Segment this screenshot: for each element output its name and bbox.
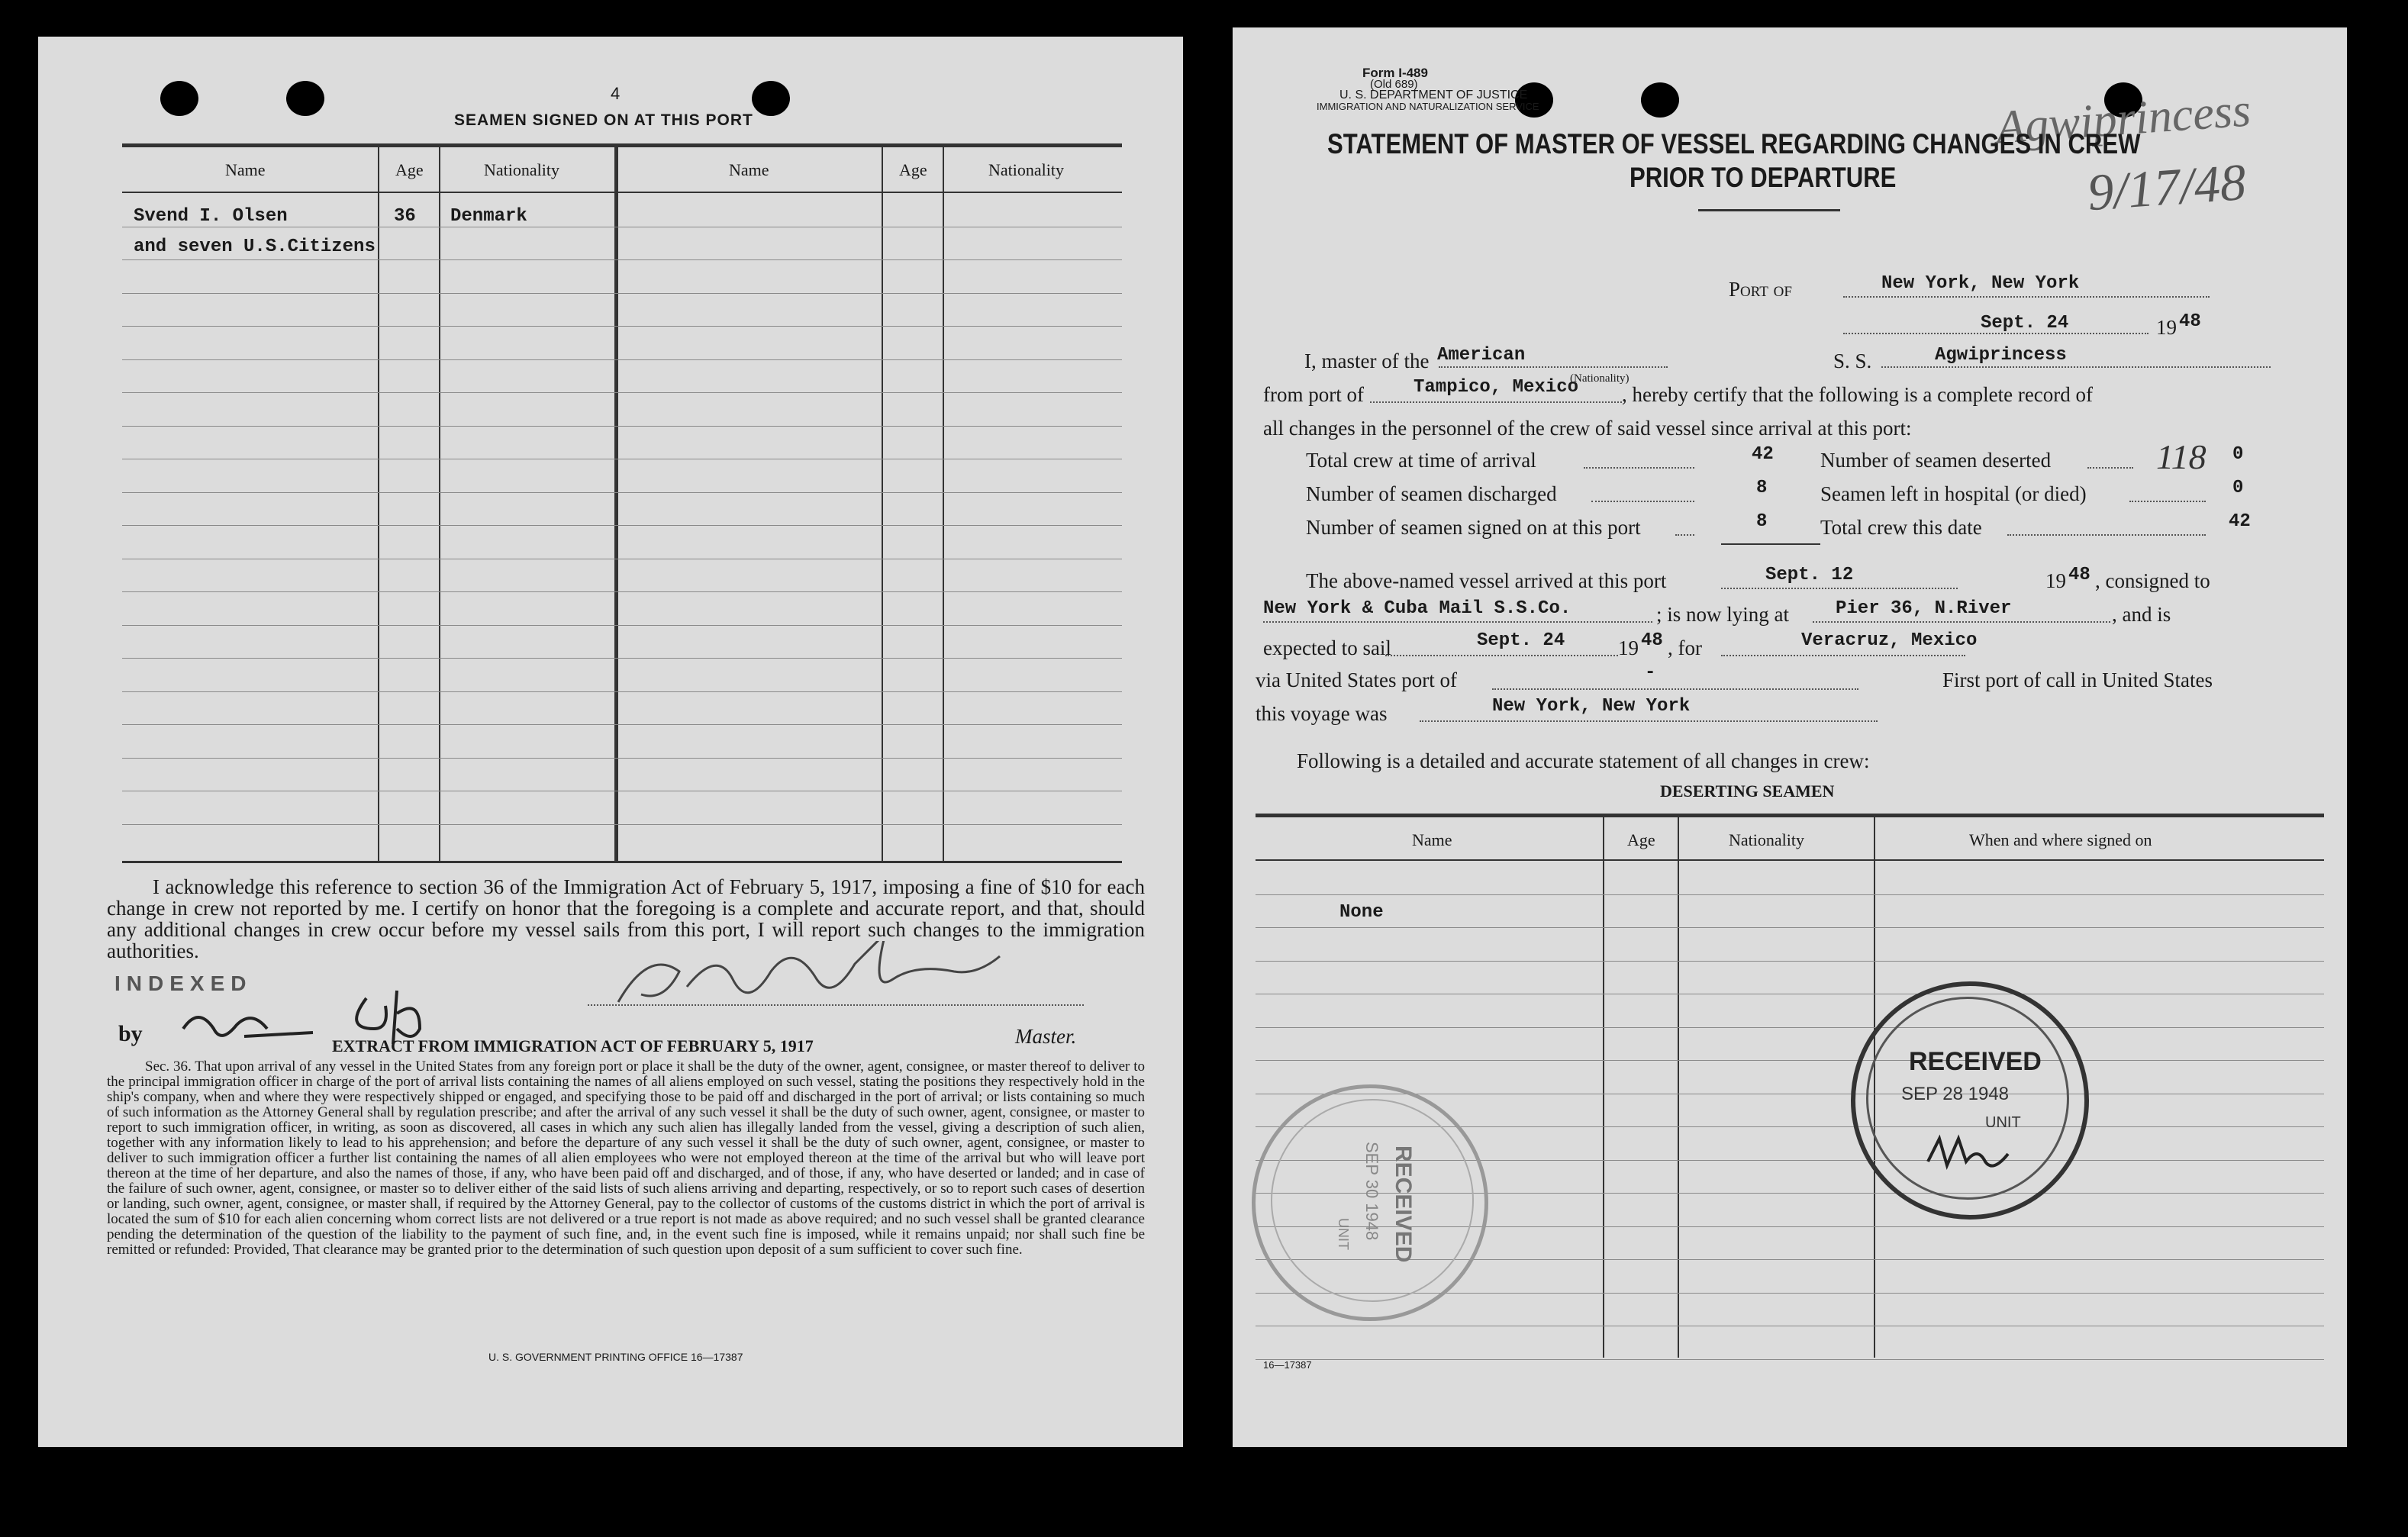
department: U. S. DEPARTMENT OF JUSTICE <box>1339 89 1528 102</box>
stamp-initials <box>1924 1131 2016 1177</box>
port-value: New York, New York <box>1881 273 2080 294</box>
following-text: Following is a detailed and accurate statement of all changes in crew: <box>1297 749 1870 772</box>
leader-dots <box>1591 501 1694 502</box>
col-divider <box>1603 816 1604 1358</box>
arrived-year: 48 <box>2068 565 2090 585</box>
received-stamp <box>1851 981 2089 1220</box>
consigned-label: , consigned to <box>2095 569 2210 592</box>
master-signature <box>595 941 1053 1025</box>
ruled-line <box>122 691 1122 692</box>
vessel-line <box>1881 366 2271 368</box>
ruled-line <box>122 326 1122 327</box>
entry-age: 36 <box>394 206 416 227</box>
signed-on-label: Number of seamen signed on at this port <box>1306 516 1641 539</box>
sail-year-prefix: 19 <box>1618 636 1639 659</box>
leader-dots <box>2007 534 2206 536</box>
pier: Pier 36, N.River <box>1836 598 2012 619</box>
ruled-line <box>122 359 1122 360</box>
col-divider <box>943 146 944 861</box>
destination-line <box>1721 655 1965 656</box>
ruled-line <box>1256 894 2324 895</box>
total-crew-date-label: Total crew this date <box>1820 516 1982 539</box>
nationality-small-label: (Nationality) <box>1570 372 1630 385</box>
first-port-value: New York, New York <box>1492 696 1691 717</box>
leader-dots <box>2129 501 2206 502</box>
and-is-label: , and is <box>2112 603 2171 626</box>
expected-label: expected to sail <box>1263 636 1391 659</box>
arrived-line <box>1721 588 1958 589</box>
desert-col-nationality: Nationality <box>1729 830 1804 849</box>
certify-text: , hereby certify that the following is a complete record of <box>1622 383 2094 406</box>
received-stamp <box>1252 1084 1488 1321</box>
master-signature-line <box>588 1004 1084 1006</box>
date-value: Sept. 24 <box>1981 313 2069 334</box>
leader-dots <box>1584 467 1694 469</box>
consignee: New York & Cuba Mail S.S.Co. <box>1263 598 1571 619</box>
via-label: via United States port of <box>1256 669 1457 691</box>
ruled-line <box>122 525 1122 526</box>
hospital: 0 <box>2232 478 2244 498</box>
date-line <box>1843 333 2149 334</box>
total-crew-arrival-label: Total crew at time of arrival <box>1306 449 1536 472</box>
col-divider <box>882 146 883 861</box>
ruled-line <box>122 259 1122 260</box>
master-label: Master. <box>1015 1025 1077 1048</box>
ruled-line <box>1256 927 2324 928</box>
ruled-line <box>122 724 1122 725</box>
arrived-year-prefix: 19 <box>2045 569 2066 592</box>
col-header-name: Name <box>225 160 266 179</box>
page-number: 4 <box>611 84 621 103</box>
extract-text: Sec. 36. That upon arrival of any vessel in the United States from any foreign port or place it shall be the duty of the owner, agent, consignee, or master thereof to deliver to the principal immigration officer in charge of the port of arrival lists containing the names of all aliens employed on such vessel, stating the positions they respectively hold in the ship's company, when and where they were respectively shipped or engaged, and specifying those to be paid off and discharged in the port of arrival; or lists containing so much of such information as the Attorney General shall by regulation prescribe; and after the arrival of any such vessel it shall be the duty of such owner, agent, consignee, or master to report to such immigration officer, in writing, as soon as discovered, all cases in which any such alien has illegally landed from the vessel, giving a description of such alien, together with any information likely to lead to his apprehension; and before the departure of any such vessel it shall be the duty of such owner, agent, consignee, or master to deliver to such immigration officer a further list containing the names of all alien employees who were not employed thereon at the time of the arrival but who will leave port thereon at the time of her departure, and also the names of those, if any, who have been paid off and discharged, and of those, if any, who have deserted or landed; and in case of the failure of such owner, agent, consignee, or master so to deliver either of the said lists of such aliens arriving and departing, respectively, or so to report such cases of desertion or landing, such owner, agent, consignee, or master shall, if required by the Attorney General, pay to the collector of customs of the customs district in which the port of arrival is located the sum of $10 for each alien concerning whom correct lists are not delivered or a true report is not made as above required; and no such vessel shall be granted clearance pending the determination of the question of the liability to the payment of such fine, and, in the event such fine is imposed, while it remains unpaid; nor shall such fine be remitted or refunded: Provided, That clearance may be granted prior to the determination of such question upon deposit of a sum sufficient to cover such fine. <box>107 1058 1145 1258</box>
ruled-line <box>122 658 1122 659</box>
lying-label: ; is now lying at <box>1656 603 1789 626</box>
col-divider <box>378 146 379 861</box>
punch-hole <box>286 81 324 116</box>
sail-date: Sept. 24 <box>1477 630 1565 651</box>
nationality-value: American <box>1437 345 1526 366</box>
via-value: - <box>1645 662 1656 683</box>
punch-hole <box>752 81 790 116</box>
entry-name: and seven U.S.Citizens <box>134 237 376 257</box>
entry-nationality: Denmark <box>450 206 527 227</box>
arrived-label: The above-named vessel arrived at this port <box>1306 569 1667 592</box>
voyage-label: this voyage was <box>1256 702 1388 725</box>
table-bottom-rule <box>122 861 1122 863</box>
ruled-line <box>122 591 1122 592</box>
section-title: SEAMEN SIGNED ON AT THIS PORT <box>454 111 753 129</box>
leader-dots <box>1675 534 1694 536</box>
col-header-age: Age <box>899 160 927 179</box>
vessel-name: Agwiprincess <box>1935 345 2067 366</box>
ruled-line <box>122 824 1122 825</box>
extract-title: EXTRACT FROM IMMIGRATION ACT OF FEBRUARY 5, 1917 <box>332 1036 814 1055</box>
hospital-label: Seamen left in hospital (or died) <box>1820 482 2087 505</box>
for-label: , for <box>1668 636 1702 659</box>
via-line <box>1492 688 1858 690</box>
arrived-date: Sept. 12 <box>1765 565 1854 585</box>
from-port-label: from port of <box>1263 383 1364 406</box>
first-port-label: First port of call in United States <box>1942 669 2213 691</box>
ruled-line <box>122 392 1122 393</box>
table-header-rule <box>122 192 1122 193</box>
total-crew-arrival: 42 <box>1752 444 1774 465</box>
ruled-line <box>122 293 1122 294</box>
col-header-name: Name <box>729 160 769 179</box>
deserted-note: 118 <box>2156 437 2207 476</box>
stats-rule <box>1721 543 1820 545</box>
punch-hole <box>160 81 198 116</box>
col-header-age: Age <box>395 160 424 179</box>
port-line <box>1843 296 2210 298</box>
from-port-value: Tampico, Mexico <box>1414 377 1579 398</box>
ruled-line <box>1256 1359 2324 1360</box>
acknowledgement-text: I acknowledge this reference to section 36 of the Immigration Act of February 5, 1917, imposing a fine of $10 for each change in crew not reported by me. I certify on honor that the foregoing is a complete and accurate report, and that, should any additional changes in crew occur before my vessel sails from this port, I will report such changes to the immigration authorities. <box>107 875 1145 962</box>
nationality-line <box>1439 366 1668 368</box>
sail-year: 48 <box>1641 630 1663 651</box>
pier-line <box>1813 621 2110 623</box>
ruled-line <box>122 492 1122 493</box>
stamp-received-text: RECEIVED <box>1909 1047 2042 1076</box>
discharged-label: Number of seamen discharged <box>1306 482 1557 505</box>
certify-text-2: all changes in the personnel of the crew of said vessel since arrival at this port: <box>1263 417 1912 440</box>
leader-dots <box>2087 467 2133 469</box>
destination: Veracruz, Mexico <box>1801 630 1978 651</box>
col-header-nationality: Nationality <box>484 160 559 179</box>
handwritten-note: Agwiprincess <box>1994 84 2253 154</box>
desert-table-header-rule <box>1256 859 2324 861</box>
deserted-label: Number of seamen deserted <box>1820 449 2052 472</box>
date-year: 48 <box>2179 311 2201 332</box>
entry-name: Svend I. Olsen <box>134 206 288 227</box>
ruled-line <box>1256 1027 2324 1028</box>
from-port-line <box>1370 401 1622 403</box>
first-port-line <box>1420 720 1878 722</box>
printing-office: U. S. GOVERNMENT PRINTING OFFICE 16—17387 <box>488 1351 743 1363</box>
stamp-unit-text: UNIT <box>1336 1218 1351 1250</box>
desert-col-name: Name <box>1412 830 1452 849</box>
desert-col-signed-on: When and where signed on <box>1969 830 2152 849</box>
total-crew-date: 42 <box>2229 511 2251 532</box>
desert-table-top <box>1256 814 2324 817</box>
col-divider <box>439 146 440 861</box>
stamp-date-text: SEP 28 1948 <box>1901 1084 2010 1104</box>
deserting-title: DESERTING SEAMEN <box>1660 781 1835 801</box>
year-prefix: 19 <box>2156 316 2177 339</box>
col-divider <box>1678 816 1679 1358</box>
left-page <box>38 37 1183 1447</box>
indexed-stamp: INDEXED <box>114 972 253 995</box>
stamp-received-text: RECEIVED <box>1391 1146 1416 1263</box>
deserted: 0 <box>2232 444 2244 465</box>
ruled-line <box>1256 1060 2324 1061</box>
table-top-rule <box>122 143 1122 147</box>
right-page <box>1233 27 2347 1447</box>
service: IMMIGRATION AND NATURALIZATION SERVICE <box>1317 101 1539 112</box>
discharged: 8 <box>1756 478 1768 498</box>
port-label: Port of <box>1729 278 1792 301</box>
desert-col-age: Age <box>1627 830 1655 849</box>
form-number: Form I-489 <box>1362 66 1428 80</box>
ss-label: S. S. <box>1833 350 1872 372</box>
col-divider-center <box>614 146 618 861</box>
sail-date-line <box>1385 655 1618 656</box>
punch-hole <box>1641 82 1679 118</box>
title-underline <box>1698 209 1840 211</box>
signed-on: 8 <box>1756 511 1768 532</box>
ruled-line <box>122 426 1122 427</box>
stamp-unit-text: UNIT <box>1985 1114 2021 1131</box>
handwritten-date: 9/17/48 <box>2085 152 2248 222</box>
form-title-line2: PRIOR TO DEPARTURE <box>1630 162 1897 193</box>
by-label: by <box>118 1021 143 1046</box>
col-header-nationality: Nationality <box>988 160 1064 179</box>
master-of-label: I, master of the <box>1304 350 1430 372</box>
ruled-line <box>122 625 1122 626</box>
consignee-line <box>1263 621 1652 623</box>
ruled-line <box>122 758 1122 759</box>
footer-code: 16—17387 <box>1263 1359 1312 1371</box>
stamp-date-text: SEP 30 1948 <box>1362 1142 1381 1241</box>
form-title-line1: STATEMENT OF MASTER OF VESSEL REGARDING CHANGES IN CREW <box>1327 128 2141 160</box>
form-old: (Old 689) <box>1370 78 1418 91</box>
desert-entry: None <box>1339 902 1384 923</box>
ruled-line <box>1256 961 2324 962</box>
